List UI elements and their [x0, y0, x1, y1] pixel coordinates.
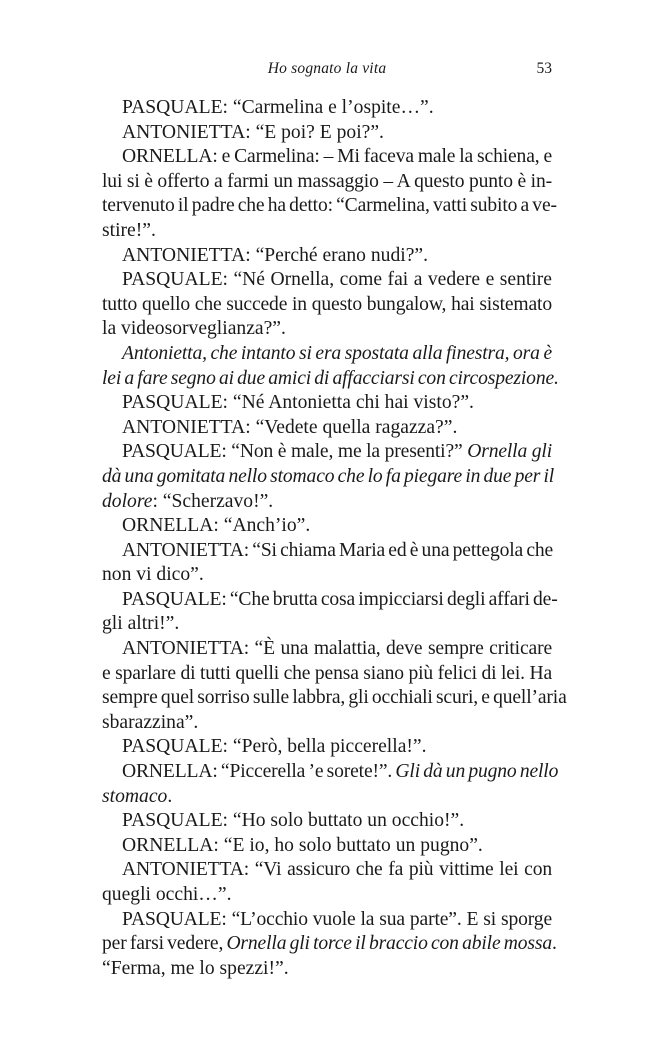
italic-text-segment: Antonietta, che intanto si era spostata alla finestra, ora è: [122, 342, 552, 364]
running-title: Ho sognato la vita: [267, 60, 387, 77]
page-number: 53: [536, 60, 552, 77]
text-segment: ORNELLA: “E io, ho solo buttato un pugno”.: [122, 834, 483, 856]
text-segment: PASQUALE: “L’occhio vuole la sua parte”. E si sporge: [122, 908, 552, 930]
running-head: [102, 60, 552, 82]
text-segment: PASQUALE: “Ho solo buttato un occhio!”.: [122, 810, 465, 832]
text-line: [102, 268, 552, 293]
text-line: [102, 391, 552, 416]
text-line: [102, 588, 558, 613]
text-segment: ANTONIETTA: “Si chiama Maria ed è una pettegola che: [122, 539, 554, 561]
text-segment: non vi dico”.: [102, 564, 204, 586]
text-line: [102, 293, 552, 318]
text-segment: ORNELLA: e Carmelina: – Mi faceva male la schiena, e: [122, 146, 552, 168]
text-segment: .: [552, 933, 557, 955]
text-line: [102, 96, 552, 121]
text-segment: : “Scherzavo!”.: [152, 490, 274, 512]
text-segment: PASQUALE: “Però, bella piccerella!”.: [122, 736, 427, 758]
text-line: [102, 760, 559, 785]
text-segment: ORNELLA: “Anch’io”.: [122, 515, 311, 537]
text-line: [102, 834, 552, 859]
text-line: [102, 317, 552, 342]
text-line: [102, 145, 552, 170]
text-segment: ANTONIETTA: “Vedete quella ragazza?”.: [122, 416, 458, 438]
text-segment: tutto quello che succede in questo bungalow, hai sistemato: [102, 293, 552, 315]
text-line: [102, 563, 552, 588]
text-segment: ANTONIETTA: “Perché erano nudi?”.: [122, 244, 429, 266]
italic-text-segment: Ornella gli torce il braccio con abile mossa: [226, 933, 552, 955]
text-segment: ANTONIETTA: “È una malattia, deve sempre criticare: [122, 638, 552, 660]
text-line: [102, 170, 552, 195]
text-segment: PASQUALE: “Né Ornella, come fai a vedere e sentire: [122, 269, 552, 291]
text-line: [102, 957, 552, 982]
text-line: [102, 219, 552, 244]
text-segment: stire!”.: [102, 219, 156, 241]
italic-text-segment: dà una gomitata nello stomaco che lo fa piegare in due per il: [102, 465, 555, 487]
text-line: [102, 858, 552, 883]
text-segment: la videosorveglianza?”.: [102, 318, 286, 340]
text-line: [102, 735, 552, 760]
text-segment: e sparlare di tutti quelli che pensa siano più felici di lei. Ha: [102, 662, 552, 684]
text-segment: sempre quel sorriso sulle labbra, gli occhiali scuri, e quell’aria: [102, 687, 567, 709]
body-text: [102, 96, 567, 981]
text-line: [102, 686, 567, 711]
text-line: [102, 244, 552, 269]
text-line: [102, 908, 552, 933]
text-line: [102, 514, 552, 539]
text-segment: quegli occhi…”.: [102, 884, 232, 905]
text-segment: per farsi vedere,: [102, 933, 227, 955]
text-segment: .: [167, 785, 173, 807]
text-segment: ORNELLA: “Piccerella ’e sorete!”.: [122, 761, 396, 783]
text-segment: “Ferma, me lo spezzi!”.: [102, 957, 289, 979]
text-segment: sbarazzina”.: [102, 711, 199, 733]
italic-text-segment: Gli dà un pugno nello: [395, 761, 559, 783]
text-segment: ANTONIETTA: “E poi? E poi?”.: [122, 121, 384, 143]
text-line: [102, 465, 555, 490]
text-segment: PASQUALE: “Carmelina e l’ospite…”.: [122, 97, 434, 118]
text-line: [102, 711, 552, 736]
text-line: [102, 440, 552, 465]
italic-text-segment: Ornella gli: [467, 441, 553, 463]
text-line: [102, 883, 552, 908]
italic-text-segment: lei a fare segno ai due amici di affacciarsi con circospezione.: [102, 367, 559, 389]
text-segment: PASQUALE: “Che brutta cosa impicciarsi degli affari de-: [122, 588, 558, 610]
text-segment: PASQUALE: “Non è male, me la presenti?”: [122, 441, 468, 463]
text-line: [102, 662, 552, 687]
text-line: [102, 342, 552, 367]
text-segment: PASQUALE: “Né Antonietta chi hai visto?”.: [122, 392, 474, 414]
text-segment: ANTONIETTA: “Vi assicuro che fa più vittime lei con: [122, 859, 552, 881]
text-line: [102, 612, 552, 637]
text-line: [102, 490, 552, 515]
text-segment: gli altri!”.: [102, 613, 180, 635]
text-line: [102, 539, 552, 564]
italic-text-segment: stomaco: [102, 785, 168, 807]
text-line: [102, 785, 552, 810]
italic-text-segment: dolore: [102, 490, 153, 512]
text-line: [102, 637, 552, 662]
text-line: [102, 367, 559, 392]
text-line: [102, 121, 552, 146]
text-line: [102, 194, 557, 219]
text-line: [102, 416, 552, 441]
text-segment: tervenuto il padre che ha detto: “Carmelina, vatti subito a ve-: [102, 195, 557, 217]
text-segment: lui si è offerto a farmi un massaggio – A questo punto è in-: [102, 170, 552, 192]
text-line: [102, 932, 557, 957]
text-line: [102, 809, 552, 834]
